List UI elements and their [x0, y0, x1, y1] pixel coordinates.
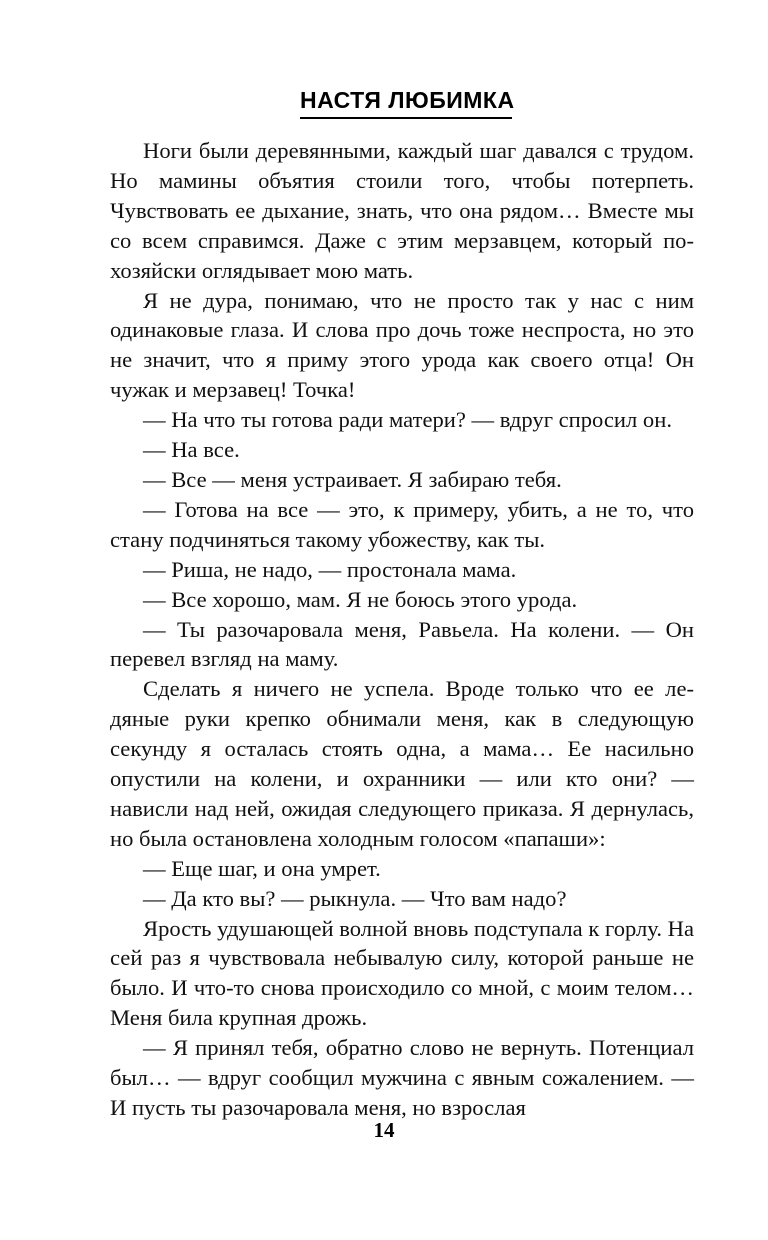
paragraph: — Да кто вы? — рыкнула. — Что вам надо? — [143, 885, 567, 911]
paragraph: — На что ты готова ради матери? — вдруг спросил он. — [143, 407, 672, 433]
paragraph: — Риша, не надо, — простонала мама. — [143, 556, 517, 582]
header-rule — [300, 117, 512, 119]
paragraph: — Еще шаг, и она умрет. — [143, 855, 381, 881]
paragraph: Ярость удушающей волной вновь подступала к горлу. На сей раз я чувствовала небывалую силу, которой раньше не было. И что-то снова происходило со мной, с моим телом… Меня била крупная дрожь. — [110, 915, 694, 1031]
paragraph: — Я принял тебя, обратно слово не вернуть. Потенциал был… — вдруг сообщил мужчина с явным сожалением. — И пусть ты разочаровала меня, но взрослая — [110, 1035, 694, 1120]
author-name: НАСТЯ ЛЮБИМКА — [300, 87, 515, 113]
paragraph: — Ты разочаровала меня, Равьела. На колени. — Он перевел взгляд на маму. — [110, 616, 694, 672]
paragraph: Я не дура, понимаю, что не просто так у нас с ним одинаковые глаза. И слова про дочь тоже неспроста, но это не значит, что я приму этого урода как своего отца! Он чужак и мерзавец! Точка! — [110, 287, 694, 403]
paragraph: Сделать я ничего не успела. Вроде только что ее ледяные руки крепко обнимали меня, как в следующую секунду я осталась стоять одна, а мама… Ее насильно опустили на колени, и охранники — или кто они? — нависли над ней, ожидая следующего приказа. Я дернулась, но была остановлена холодным голосом «папаши»: — [110, 676, 694, 851]
paragraph: — На все. — [143, 437, 240, 463]
body-text — [110, 136, 694, 1123]
page-number: 14 — [373, 1118, 395, 1142]
paragraph: — Все хорошо, мам. Я не боюсь этого урода. — [143, 586, 578, 612]
paragraph: — Готова на все — это, к примеру, убить, а не то, что стану подчиняться такому убожеству, как ты. — [110, 496, 694, 552]
paragraph: — Все — меня устраивает. Я забираю тебя. — [143, 466, 562, 492]
paragraph: Ноги были деревянными, каждый шаг давался с трудом. Но мамины объятия стоили того, чтобы потерпеть. Чувствовать ее дыхание, знать, что она рядом… Вместе мы со всем справимся. Даже с этим мерзавцем, который по-хозяйски оглядывает мою мать. — [110, 138, 694, 283]
running-header — [300, 86, 515, 119]
